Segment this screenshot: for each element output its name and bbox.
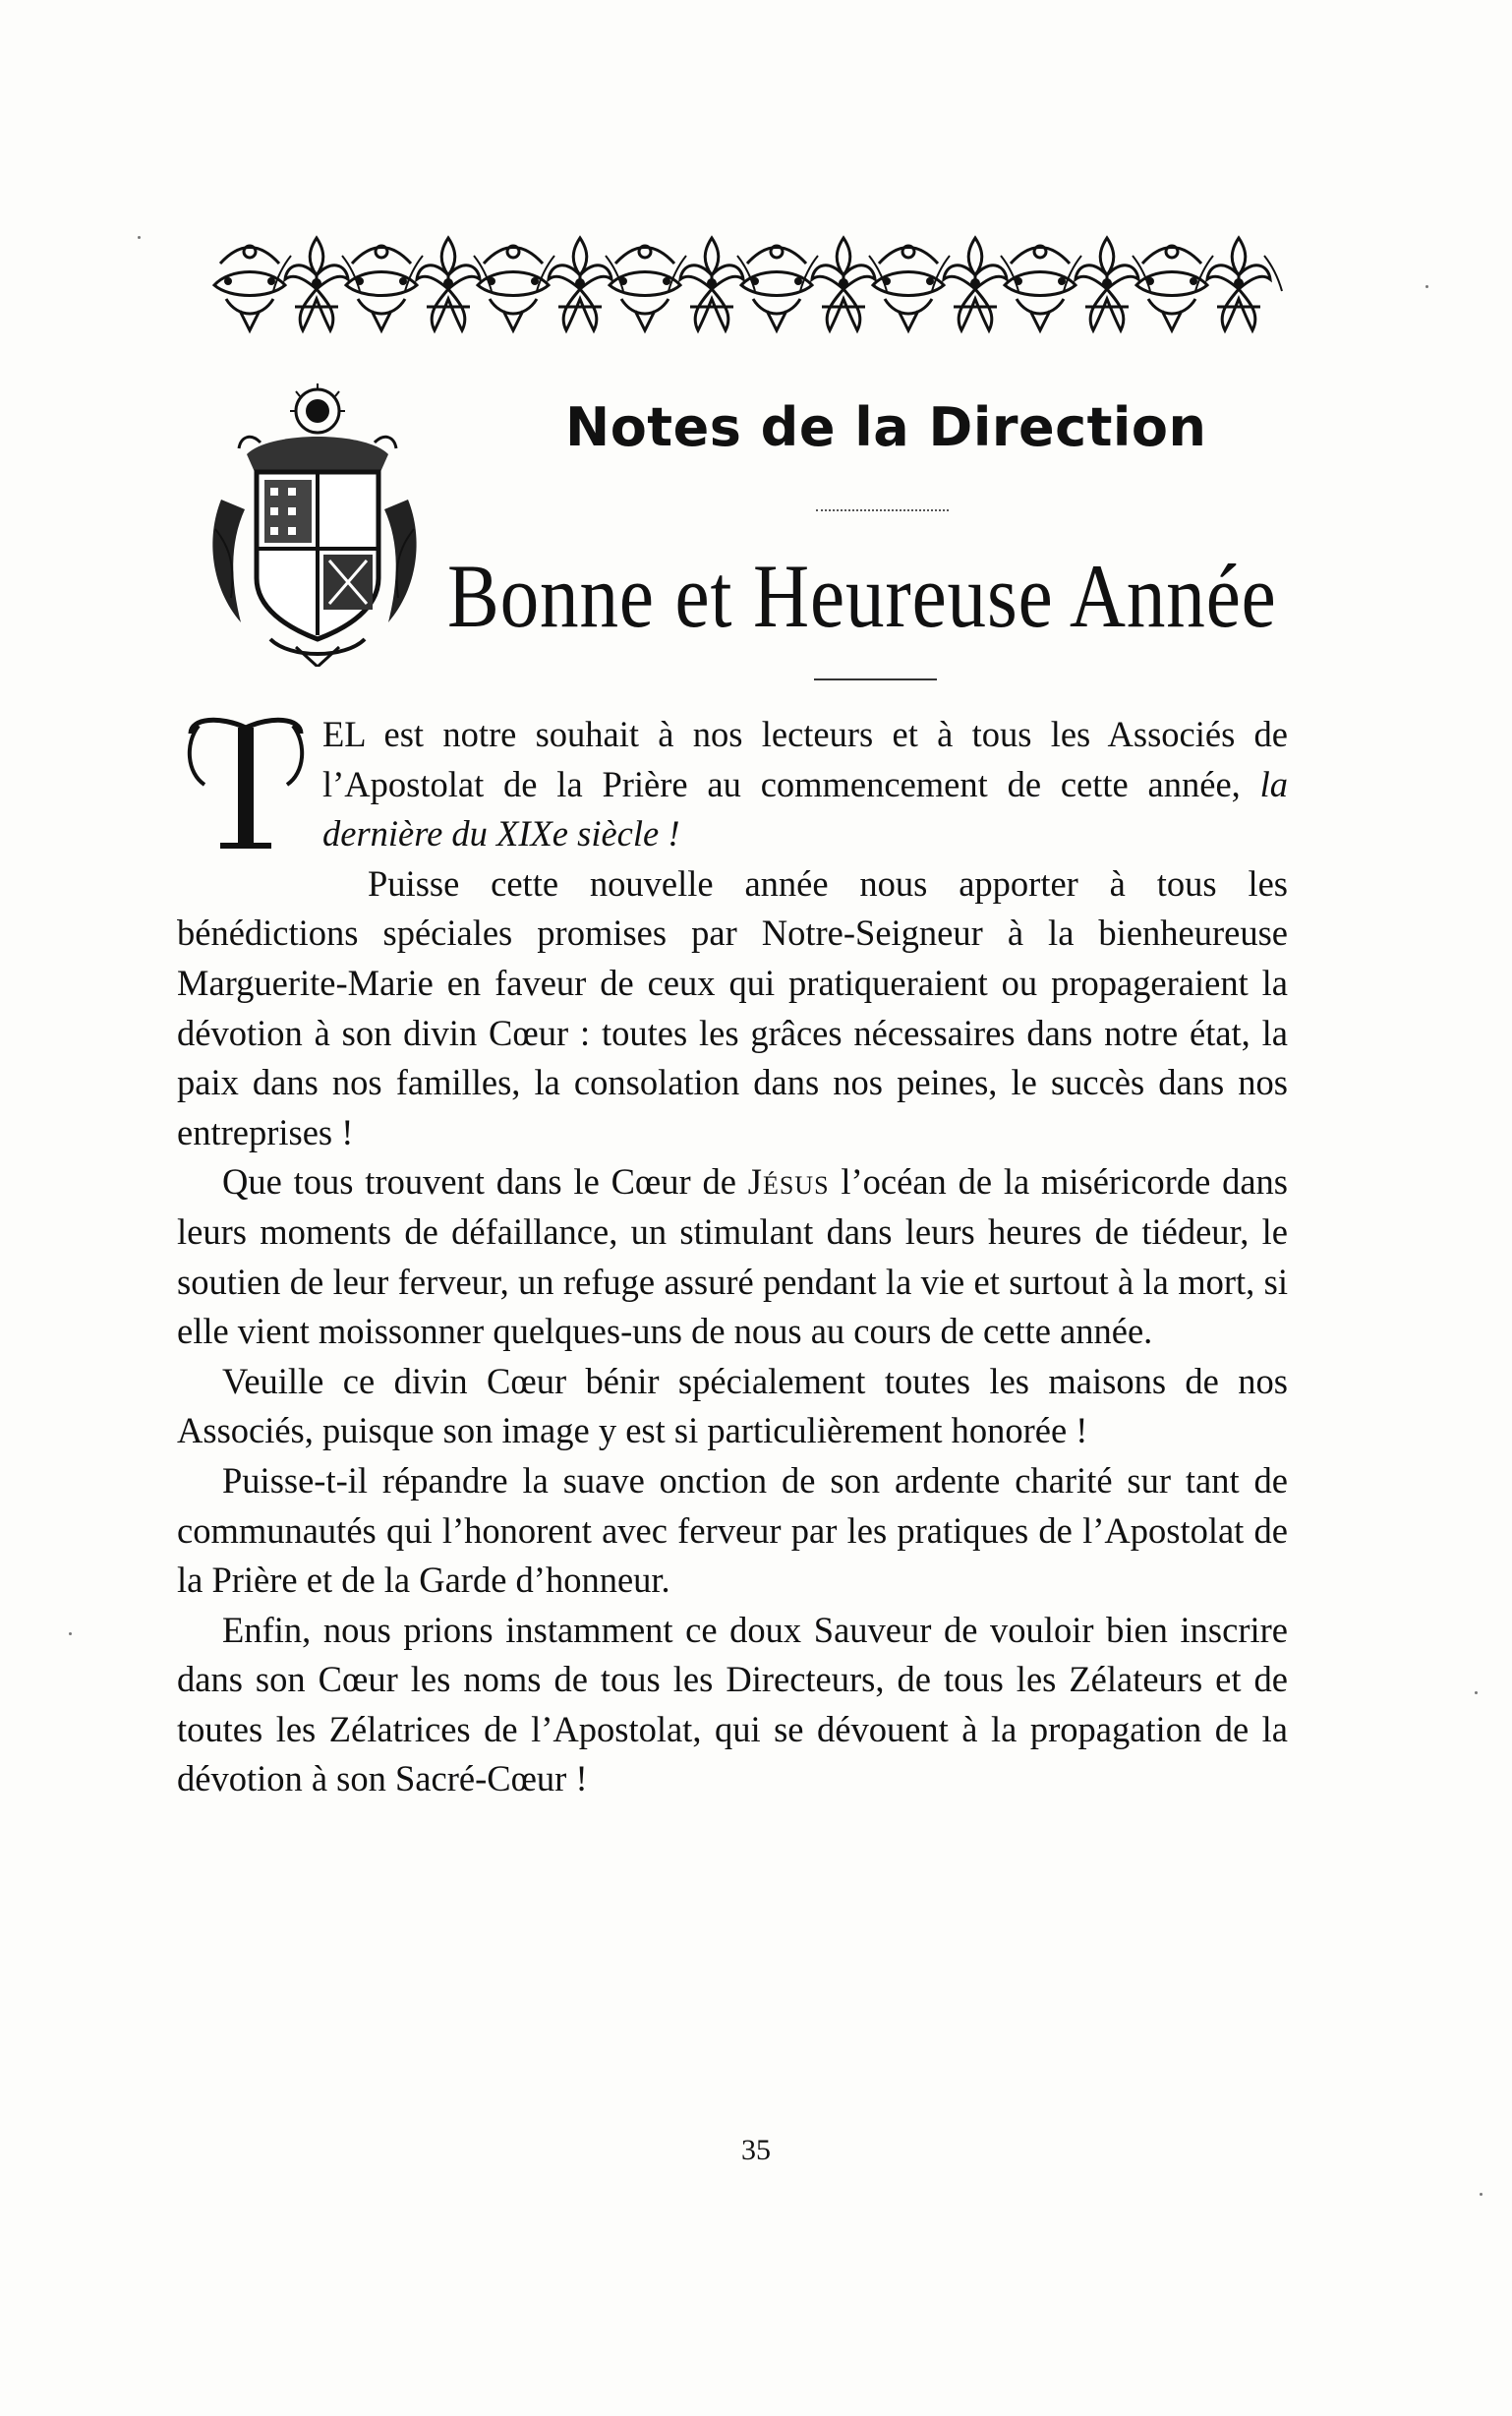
coat-of-arms-emblem — [202, 382, 428, 667]
page-number: 35 — [741, 2134, 771, 2166]
paragraph-3 — [177, 1157, 1288, 1356]
scan-speck — [1480, 2193, 1483, 2196]
scan-speck — [1475, 1691, 1478, 1694]
paragraph-4: Veuille ce divin Cœur bénir spécialement toutes les maisons de nos Associés, puisque son image y est si particulièrement honorée ! — [177, 1360, 1288, 1451]
paragraph-5: Puisse-t-il répandre la suave onction de son ardente charité sur tant de communautés qui l’honorent avec ferveur par les pratiques de l’Apostolat de la Prière et de la Garde d’honneur. — [177, 1459, 1288, 1601]
drop-cap-letter: T — [240, 852, 241, 853]
article-title: Bonne et Heureuse Année — [447, 546, 1277, 646]
paragraph-1-text: EL est notre souhait à nos lecteurs et à tous les Associés de l’Apostolat de la Prière au commencement de cette année, — [322, 714, 1288, 804]
title-divider — [816, 509, 949, 511]
ornamental-border-band — [206, 224, 1293, 347]
scan-speck — [138, 236, 141, 239]
paragraph-3-text-start: Que tous trouvent dans le Cœur de — [222, 1161, 748, 1203]
paragraph-2: Puisse cette nouvelle année nous apporter à tous les bénédictions spéciales promises par Notre-Seigneur à la bienheureuse Marguerite-Marie en faveur de ceux qui pratiqueraient ou propageraient la dévotion à son divin Cœur : toutes les grâces nécessaires dans notre état, la paix dans nos familles, la consolation dans nos peines, le succès dans nos entreprises ! — [177, 862, 1288, 1152]
section-title: Notes de la Direction — [565, 396, 1207, 458]
article-body — [177, 710, 1288, 1804]
paragraph-3-text-end: l’océan de la miséricorde dans leurs moments de défaillance, un stimulant dans leurs heures de tiédeur, le soutien de leur ferveur, un refuge assuré pendant la vie et surtout à la mort, si elle vient moissonner quelques-uns de nous au cours de cette année. — [177, 1161, 1288, 1352]
paragraph-1 — [177, 710, 1288, 859]
heading-divider — [814, 678, 937, 680]
scan-speck — [1425, 285, 1428, 288]
paragraph-1-italic: la dernière du XIXe siècle ! — [322, 763, 1288, 854]
paragraph-3-smallcaps: Jésus — [747, 1161, 830, 1203]
drop-cap-initial — [181, 714, 311, 859]
paragraph-6: Enfin, nous prions instamment ce doux Sauveur de vouloir bien inscrire dans son Cœur les noms de tous les Directeurs, de tous les Zélateurs et de toutes les Zélatrices de l’Apostolat, qui se dévouent à la propagation de la dévotion à son Sacré-Cœur ! — [177, 1609, 1288, 1799]
scan-speck — [69, 1632, 72, 1635]
